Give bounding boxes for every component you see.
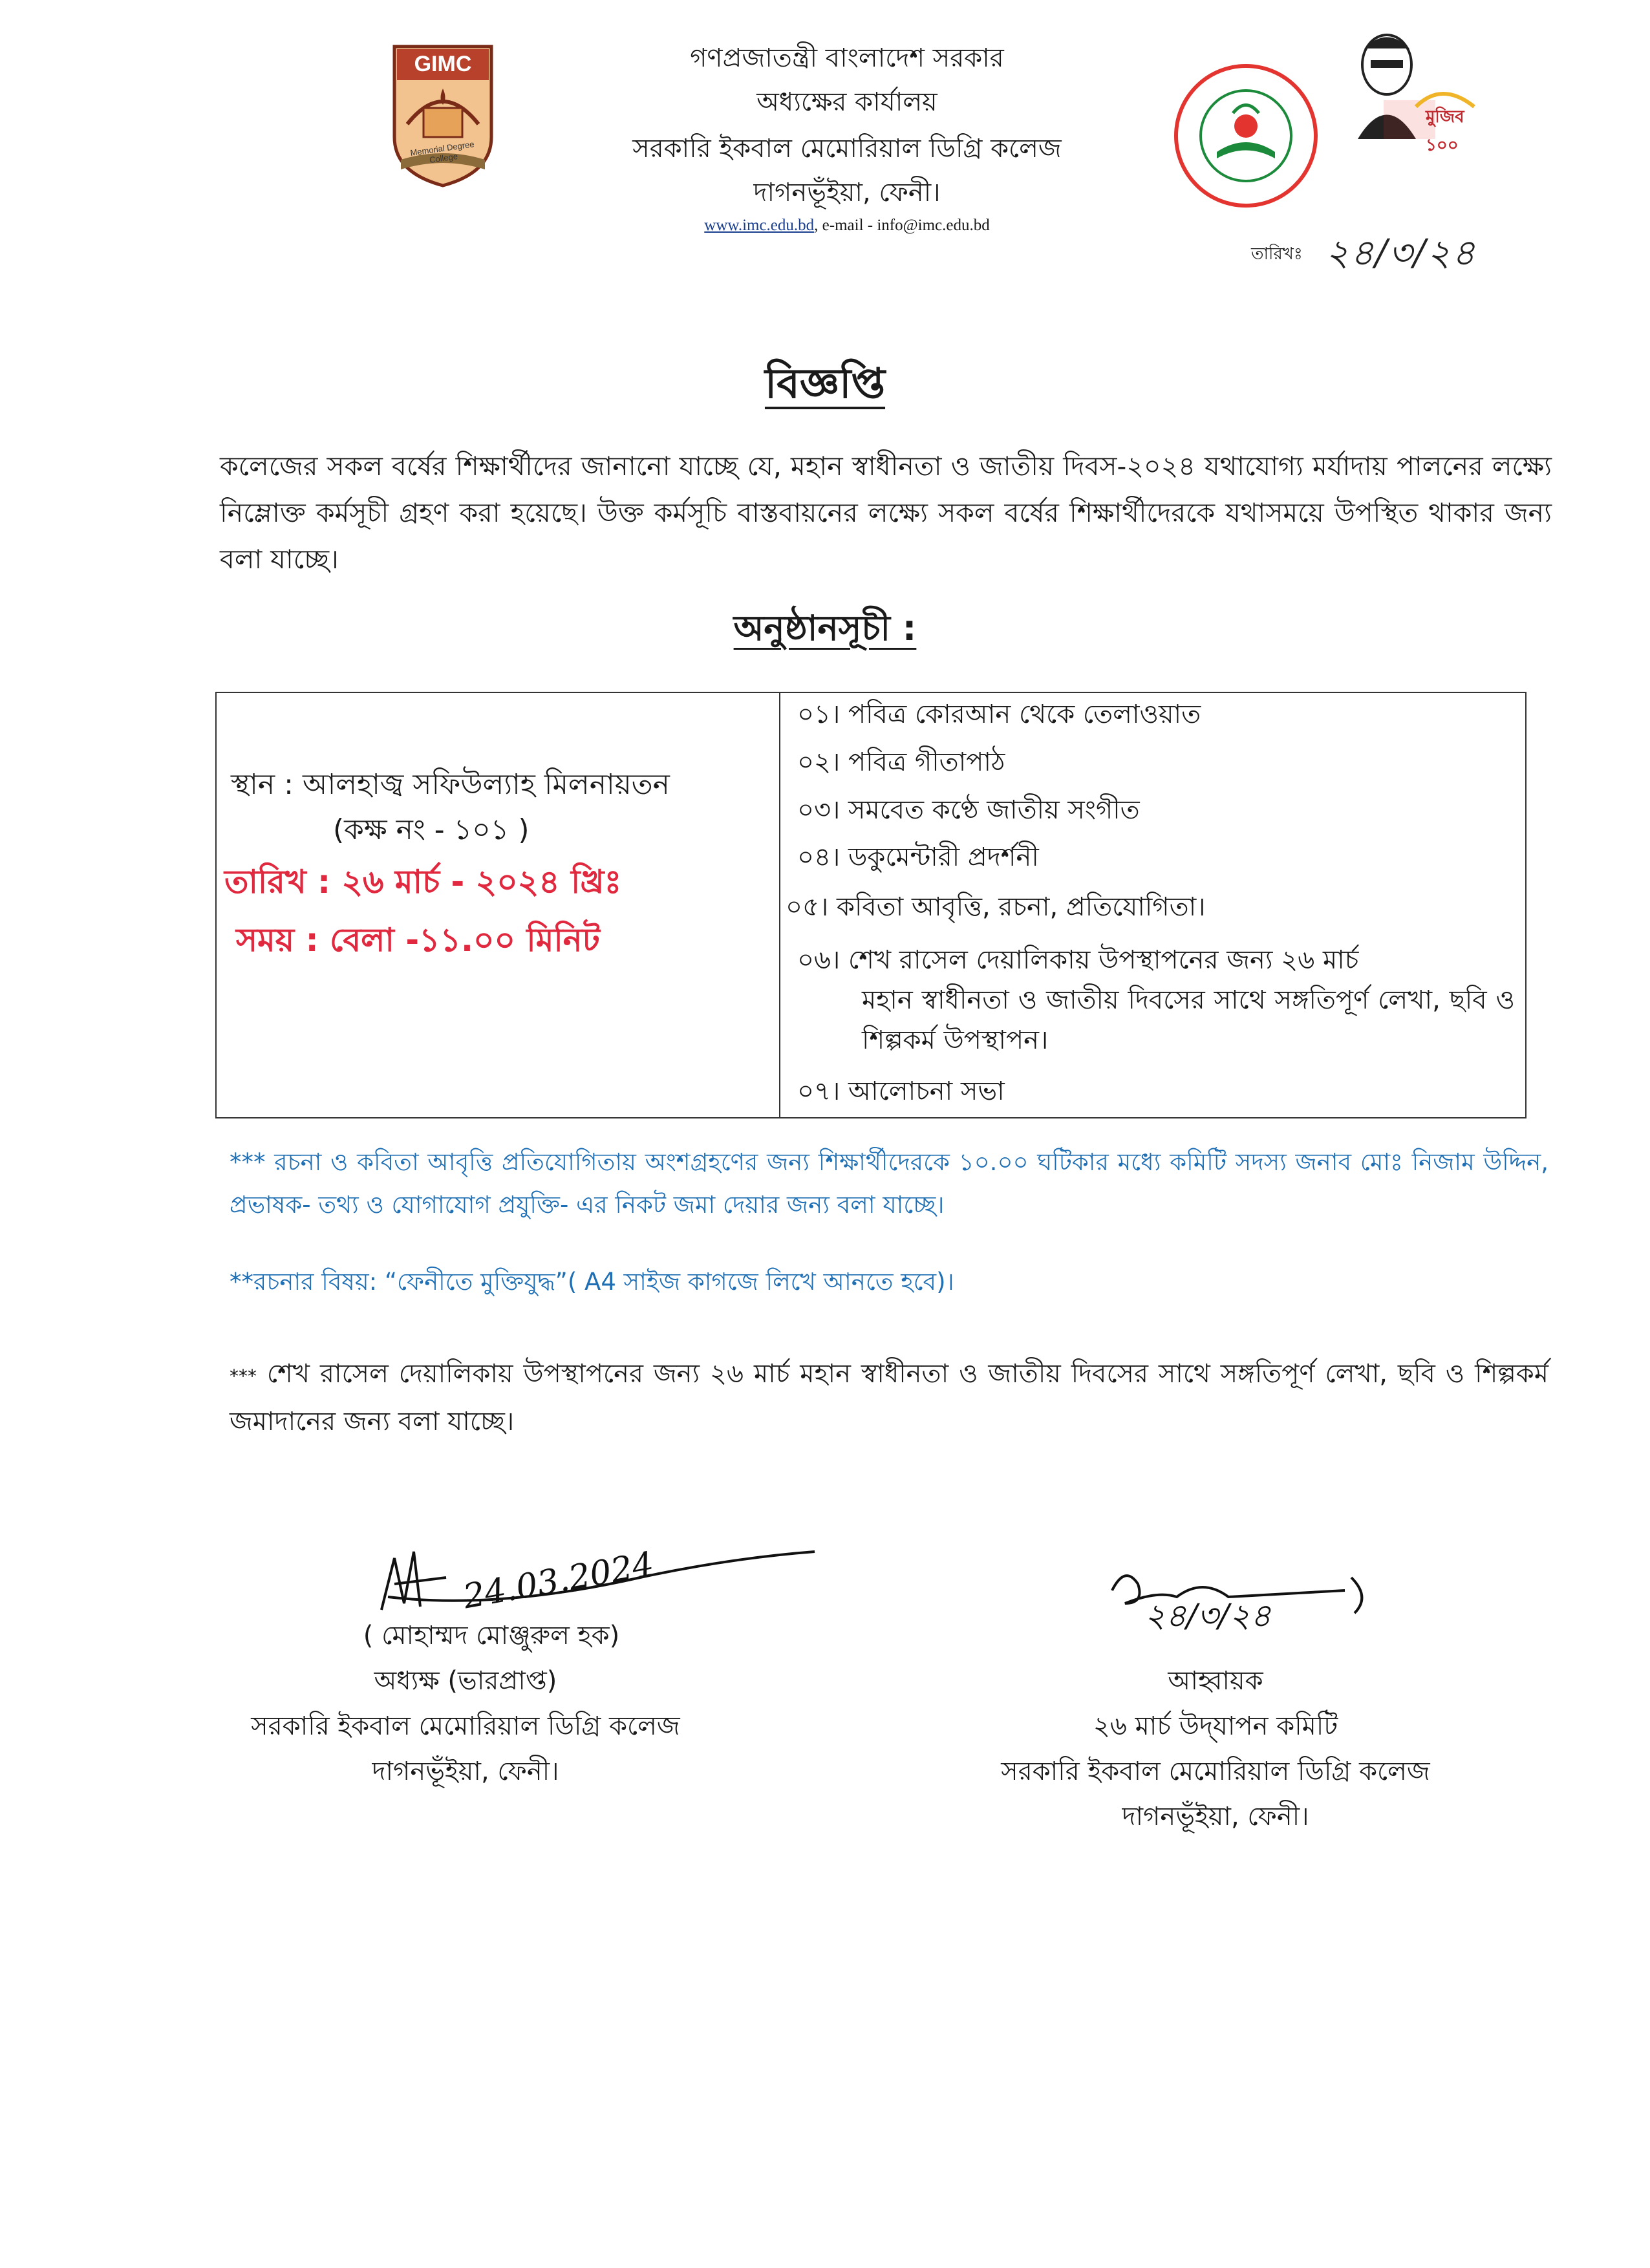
slogan-seal-logo xyxy=(1172,61,1320,210)
logo-caption: Memorial Degree College xyxy=(409,139,475,165)
principal-college: সরকারি ইকবাল মেমোরিয়াল ডিগ্রি কলেজ xyxy=(251,1711,680,1741)
email-text: , e-mail - info@imc.edu.bd xyxy=(814,217,990,234)
header-address: দাগনভূঁইয়া, ফেনী। xyxy=(753,178,941,208)
schedule-title: অনুষ্ঠানসূচী : xyxy=(733,608,917,648)
header-web-email xyxy=(582,217,1112,235)
mujib-portrait-badge xyxy=(1345,29,1494,155)
program-item-5: ০৫। কবিতা আবৃত্তি, রচনা, প্রতিযোগিতা। xyxy=(786,892,1206,922)
program-item-6: ০৬। শেখ রাসেল দেয়ালিকায় উপস্থাপনের জন্য ২৬ মার্চ xyxy=(797,945,1359,975)
program-item-3: ০৩। সমবেত কণ্ঠে জাতীয় সংগীত xyxy=(797,795,1140,825)
convenor-address: দাগনভূঁইয়া, ফেনী। xyxy=(1122,1802,1309,1832)
website-link[interactable]: www.imc.edu.bd xyxy=(704,217,815,234)
header-govt: গণপ্রজাতন্ত্রী বাংলাদেশ সরকার xyxy=(690,43,1004,73)
header-college: সরকারি ইকবাল মেমোরিয়াল ডিগ্রি কলেজ xyxy=(632,134,1062,164)
note-3: *** শেখ রাসেল দেয়ালিকায় উপস্থাপনের জন্য ২৬ মার্চ মহান স্বাধীনতা ও জাতীয় দিবসের সাথে সঙ্গতিপূর্ণ লেখা, ছবি ও শিল্পকর্ম জমাদানের জন্য বলা যাচ্ছে। xyxy=(230,1359,1548,1437)
convenor-designation: আহ্বায়ক xyxy=(1168,1666,1263,1696)
college-logo xyxy=(388,40,498,189)
notice-title: বিজ্ঞপ্তি xyxy=(764,360,886,408)
venue-place: স্থান : আলহাজ্ব সফিউল্যাহ মিলনায়তন xyxy=(231,768,670,801)
program-item-1: ০১। পবিত্র কোরআন থেকে তেলাওয়াত xyxy=(797,700,1201,729)
event-date: তারিখ : ২৬ মার্চ - ২০২৪ খ্রিঃ xyxy=(224,863,622,901)
note-2: **রচনার বিষয়: “ফেনীতে মুক্তিযুদ্ধ”( A4 সাইজ কাগজে লিখে আনতে হবে)। xyxy=(230,1268,954,1296)
date-label: তারিখঃ xyxy=(1251,244,1303,264)
program-item-2: ০২। পবিত্র গীতাপাঠ xyxy=(797,747,1005,777)
principal-sign-date: 24.03.2024 xyxy=(460,1545,657,1617)
mujib-badge-text: মুজিব ১০০ xyxy=(1426,107,1464,155)
convenor-signature xyxy=(1099,1552,1397,1649)
header-office: অধ্যক্ষের কার্যালয় xyxy=(756,87,938,117)
note-1: *** রচনা ও কবিতা আবৃত্তি প্রতিযোগিতায় অংশগ্রহণের জন্য শিক্ষার্থীদেরকে ১০.০০ ঘটিকার মধ্যে কমিটি সদস্য জনাব মোঃ নিজাম উদ্দিন, প্রভাষক- তথ্য ও যোগাযোগ প্রযুক্তি- এর নিকট জমা দেয়ার জন্য বলা যাচ্ছে। xyxy=(230,1148,1548,1219)
venue-room: (কক্ষ নং - ১০১ ) xyxy=(333,813,530,846)
program-item-4: ০৪। ডকুমেন্টারী প্রদর্শনী xyxy=(797,842,1039,872)
notice-body: কলেজের সকল বর্ষের শিক্ষার্থীদের জানানো যাচ্ছে যে, মহান স্বাধীনতা ও জাতীয় দিবস-২০২৪ যথাযোগ্য মর্যাদায় পালনের লক্ষ্যে নিম্লোক্ত কর্মসূচী গ্রহণ করা হয়েছে। উক্ত কর্মসূচি বাস্তবায়নের লক্ষ্যে সকল বর্ষের শিক্ষার্থীদেরকে যথাসময়ে উপস্থিত থাকার জন্য বলা যাচ্ছে। xyxy=(220,451,1552,575)
event-time: সময় : বেলা -১১.০০ মিনিট xyxy=(236,921,600,959)
principal-designation: অধ্যক্ষ (ভারপ্রাপ্ত) xyxy=(374,1666,557,1696)
logo-text: GIMC xyxy=(414,52,472,76)
program-item-7: ০৭। আলোচনা সভা xyxy=(797,1076,1005,1106)
convenor-committee: ২৬ মার্চ উদ্‌যাপন কমিটি xyxy=(1093,1711,1338,1741)
table-divider xyxy=(779,693,780,1117)
convenor-college: সরকারি ইকবাল মেমোরিয়াল ডিগ্রি কলেজ xyxy=(1001,1757,1430,1786)
principal-address: দাগনভূঁইয়া, ফেনী। xyxy=(372,1757,559,1786)
principal-name: ( মোহাম্মদ মোঞ্জুরুল হক) xyxy=(363,1621,620,1651)
convenor-sign-date: ২৪/৩/২৪ xyxy=(1144,1597,1272,1634)
schedule-table xyxy=(215,692,1527,1118)
date-handwritten: ২৪/৩/২৪ xyxy=(1325,232,1477,274)
program-item-6-continued: মহান স্বাধীনতা ও জাতীয় দিবসের সাথে সঙ্গতিপূর্ণ লেখা, ছবি ও শিল্পকর্ম উপস্থাপন। xyxy=(862,985,1515,1055)
